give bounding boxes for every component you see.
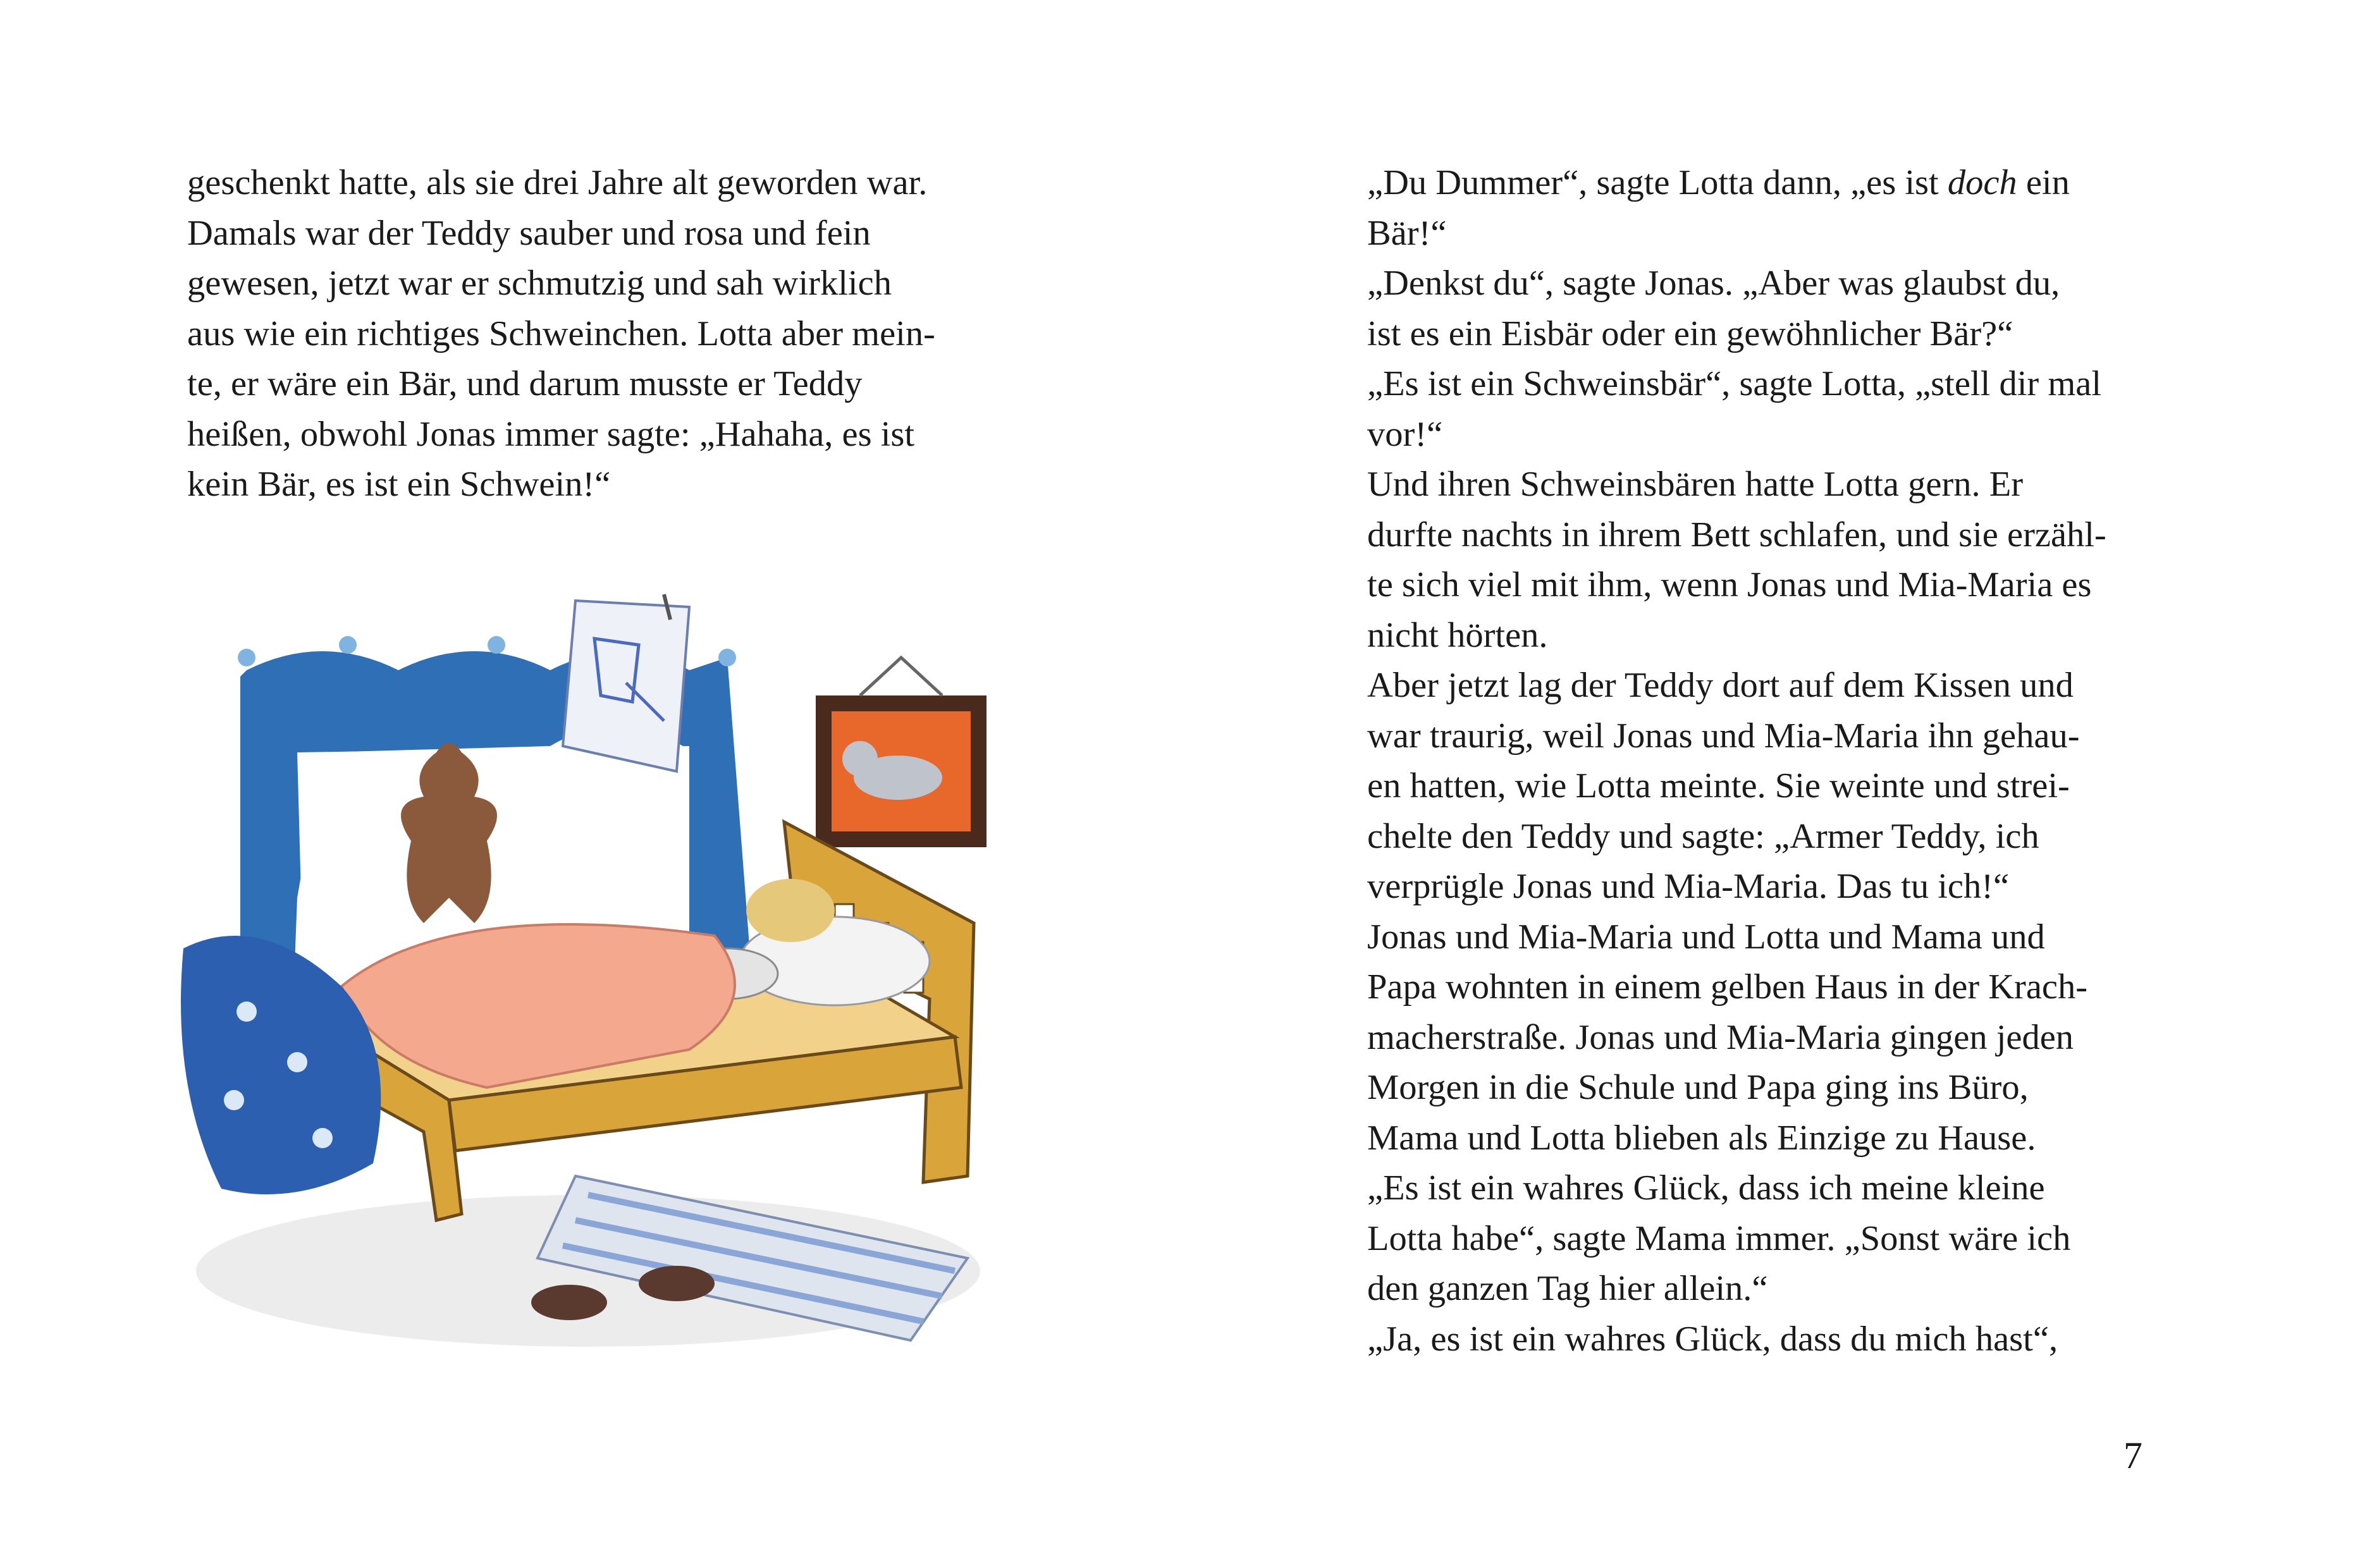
bedroom-illustration <box>133 544 1081 1378</box>
text-line: macherstraße. Jonas und Mia-Maria gingen jeden <box>1367 1017 2074 1057</box>
curtain-knob <box>488 636 505 654</box>
text-line: Bär!“ <box>1367 213 1447 253</box>
text-line: Lotta habe“, sagte Mama immer. „Sonst wäre ich <box>1367 1218 2071 1258</box>
quilt-pattern <box>224 1090 244 1110</box>
text-line: te sich viel mit ihm, wenn Jonas und Mia-Maria es <box>1367 565 2092 604</box>
text-line: Mama und Lotta blieben als Einzige zu Hause. <box>1367 1118 2036 1158</box>
text-line: heißen, obwohl Jonas immer sagte: „Hahaha, es ist <box>187 414 915 454</box>
cat-head <box>842 741 878 776</box>
text-line: „Denkst du“, sagte Jonas. „Aber was glaubst du, <box>1367 264 2060 303</box>
text-line: war traurig, weil Jonas und Mia-Maria ihn gehau- <box>1367 716 2080 756</box>
quilt-pattern <box>312 1128 333 1148</box>
curtain-knob <box>339 636 357 654</box>
curtain-knob <box>718 649 736 666</box>
text-line: Und ihren Schweinsbären hatte Lotta gern. Er <box>1367 465 2024 504</box>
text-line: den ganzen Tag hier allein.“ <box>1367 1269 1768 1308</box>
text-line: vor!“ <box>1367 414 1443 454</box>
text-line: Papa wohnten in einem gelben Haus in der Krach- <box>1367 967 2088 1007</box>
picture-wire <box>860 658 942 695</box>
text-line: geschenkt hatte, als sie drei Jahre alt geworden war. <box>187 163 928 202</box>
text-line: te, er wäre ein Bär, und darum musste er Teddy <box>187 364 863 403</box>
text-line: gewesen, jetzt war er schmutzig und sah wirklich <box>187 264 892 303</box>
text-line: aus wie ein richtiges Schweinchen. Lotta aber mein- <box>187 314 935 353</box>
quilt-pattern <box>287 1052 307 1072</box>
text-line: en hatten, wie Lotta meinte. Sie weinte und strei- <box>1367 766 2070 805</box>
text-line: verprügle Jonas und Mia-Maria. Das tu ich!“ <box>1367 867 2010 906</box>
text-line: Morgen in die Schule und Papa ging ins Büro, <box>1367 1068 2029 1107</box>
text-line: chelte den Teddy und sagte: „Armer Teddy, ich <box>1367 816 2039 856</box>
text-line: kein Bär, es ist ein Schwein!“ <box>187 465 611 504</box>
text-line <box>1367 158 2106 209</box>
text-line: „Ja, es ist ein wahres Glück, dass du mich hast“, <box>1367 1319 2058 1359</box>
shoe <box>531 1285 607 1320</box>
page-number: 7 <box>2123 1435 2142 1476</box>
girl-hair <box>746 879 835 942</box>
right-page-text <box>1367 158 2106 1364</box>
text-line: Jonas und Mia-Maria und Lotta und Mama und <box>1367 917 2045 957</box>
curtain-knob <box>238 649 255 666</box>
pinned-drawing <box>563 601 689 771</box>
quilt-pattern <box>237 1001 257 1022</box>
text-line: Aber jetzt lag der Teddy dort auf dem Kissen und <box>1367 666 2074 705</box>
text-line: „Es ist ein Schweinsbär“, sagte Lotta, „stell dir mal <box>1367 364 2102 403</box>
text-segment: „Du Dummer“, sagte Lotta dann, „es ist <box>1367 163 1948 202</box>
text-line: durfte nachts in ihrem Bett schlafen, und sie erzähl- <box>1367 515 2106 554</box>
text-line: ist es ein Eisbär oder ein gewöhnlicher Bär?“ <box>1367 314 2013 353</box>
shoe <box>639 1266 715 1301</box>
text-line: „Es ist ein wahres Glück, dass ich meine kleine <box>1367 1168 2045 1208</box>
emphasis-word: doch <box>1947 163 2017 202</box>
text-line: Damals war der Teddy sauber und rosa und fein <box>187 213 871 253</box>
text-line: nicht hörten. <box>1367 615 1548 655</box>
left-page-text <box>187 158 935 510</box>
text-segment: ein <box>2017 163 2070 202</box>
